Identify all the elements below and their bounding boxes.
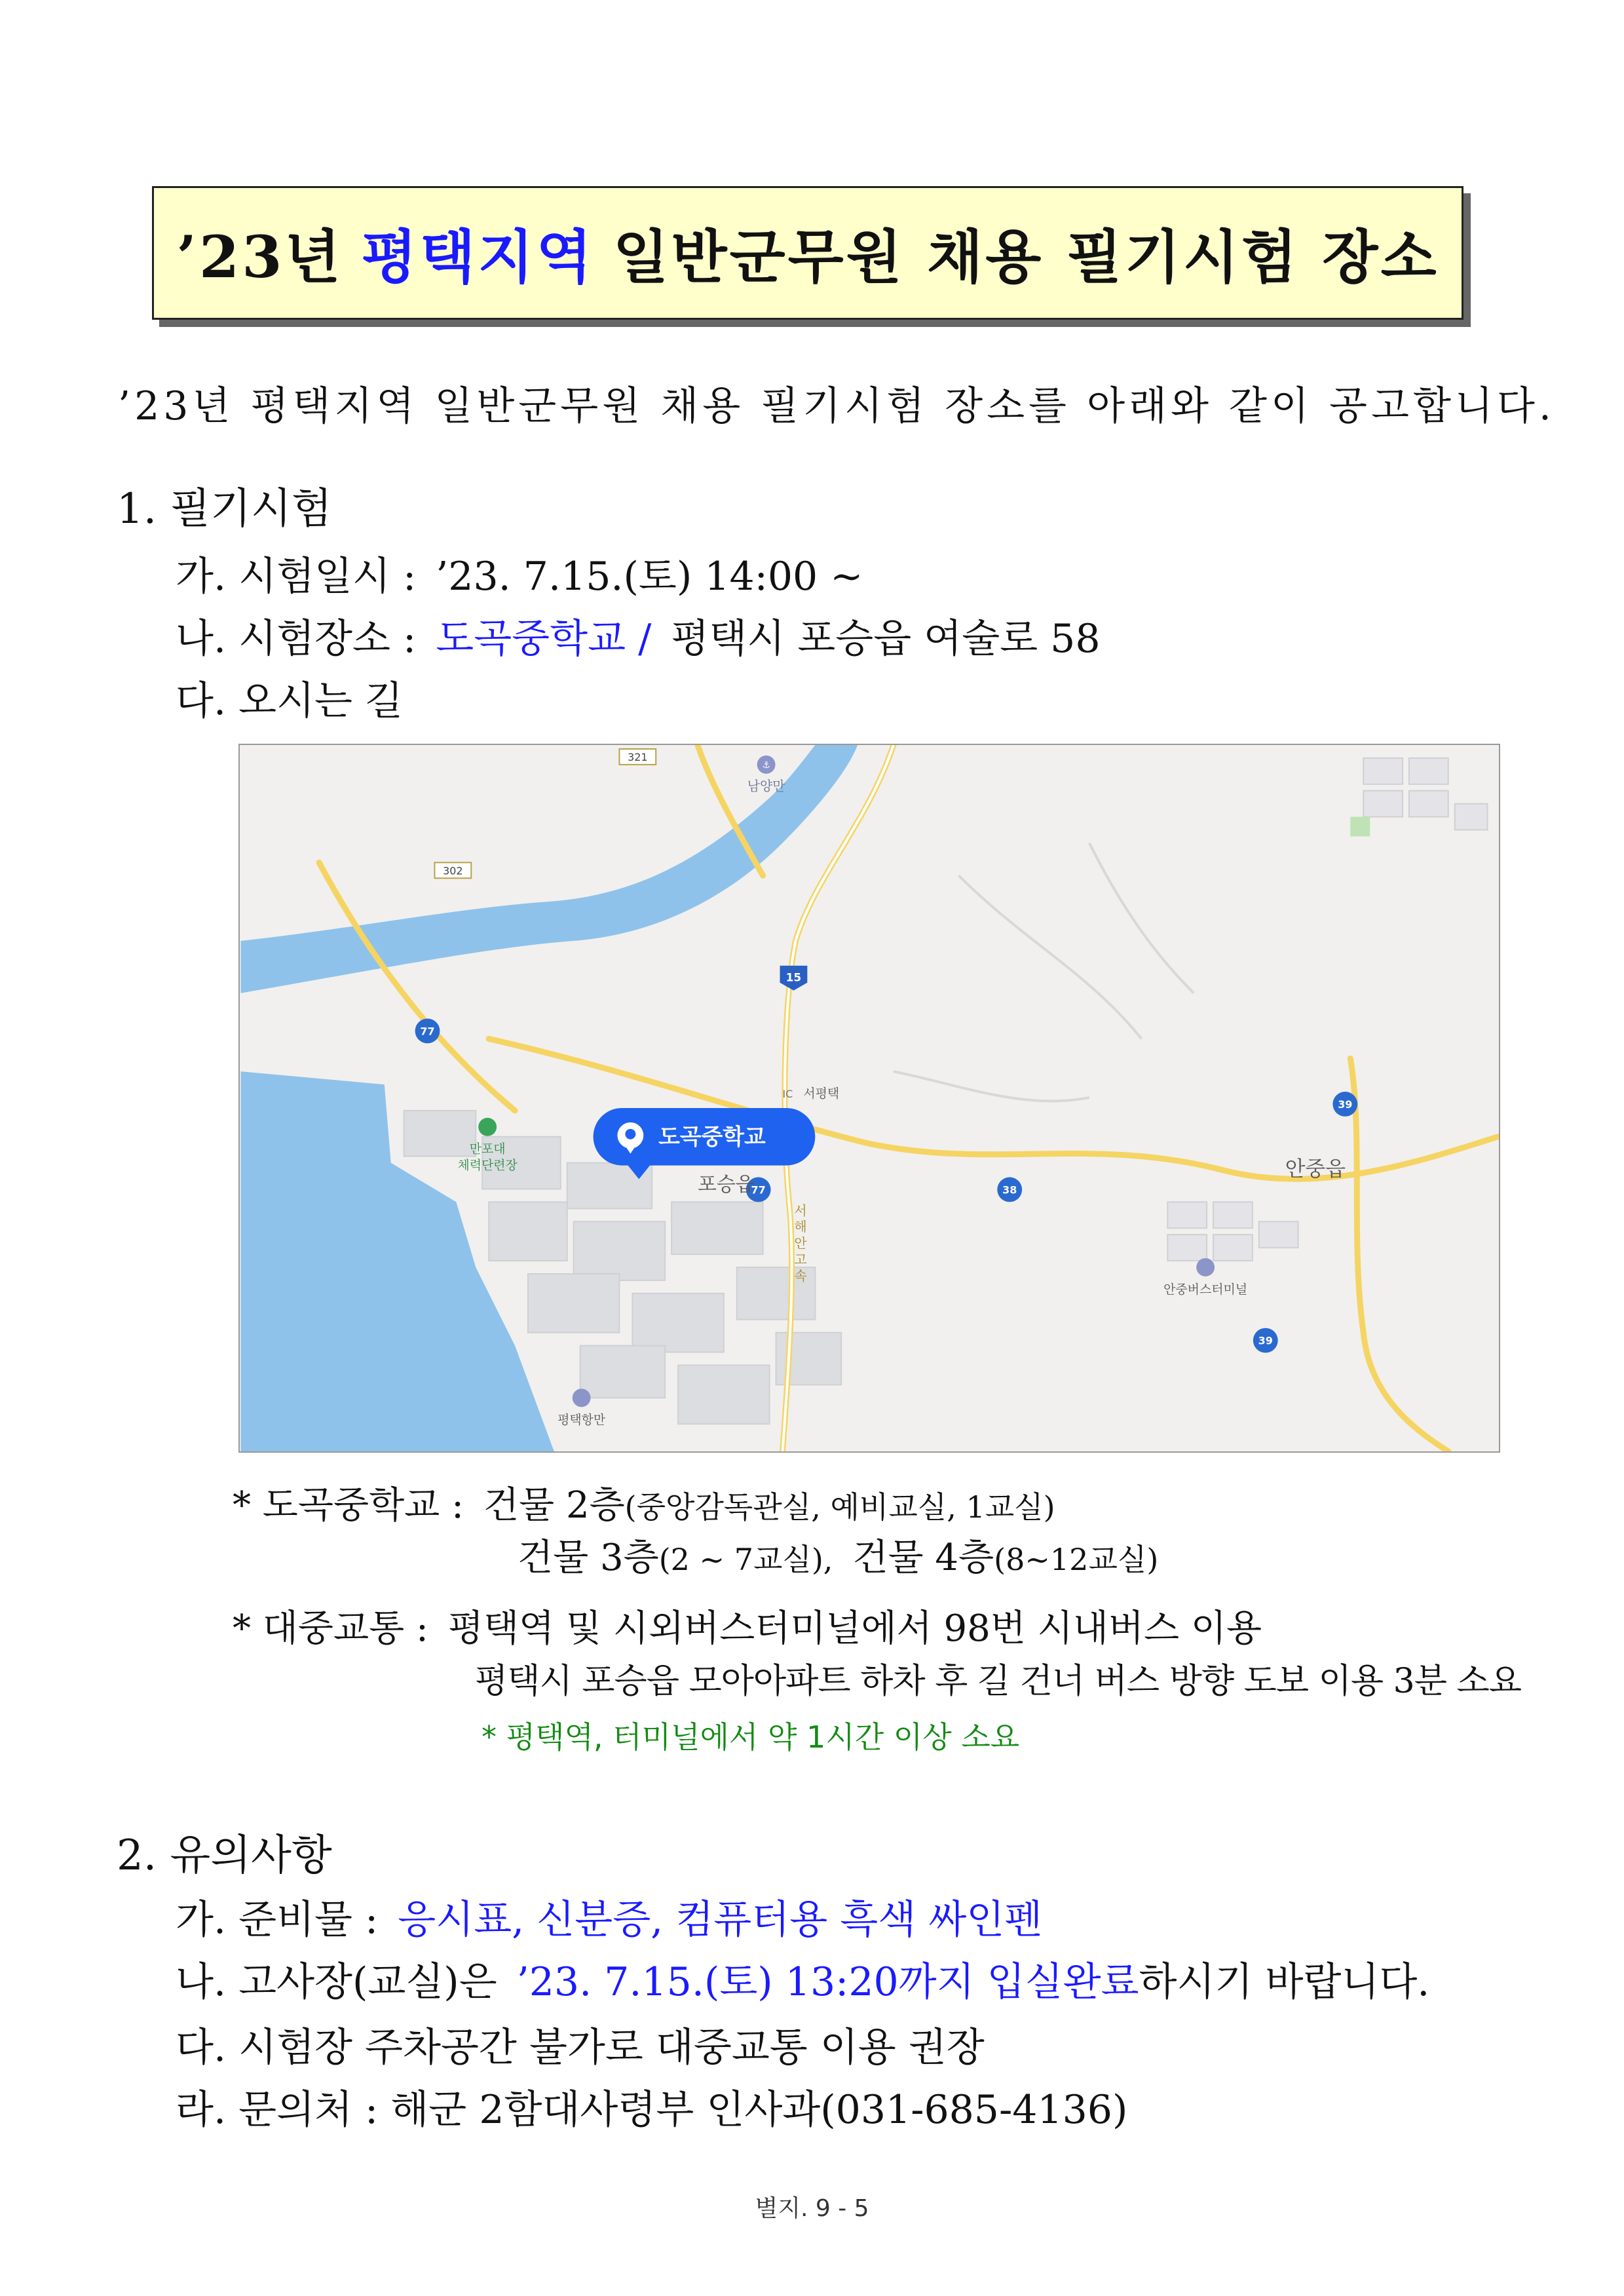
svg-text:77: 77 — [420, 1025, 435, 1038]
intro-text: ’23년 평택지역 일반군무원 채용 필기시험 장소를 아래와 같이 공고합니다. — [118, 383, 1555, 429]
exam-place-label: 나. 시험장소 : — [176, 616, 417, 662]
note-floor3-main: 건물 3층 — [518, 1537, 659, 1579]
svg-text:서: 서 — [794, 1203, 807, 1219]
title-box — [152, 186, 1463, 320]
road-shield-77a — [415, 1018, 440, 1043]
note-floor4-main: 건물 4층 — [852, 1537, 994, 1579]
pyeongtaek-port-icon — [573, 1388, 591, 1407]
port-icon — [757, 756, 776, 774]
road-shield-38 — [997, 1177, 1022, 1202]
map-port-label: 평택항만 — [557, 1413, 606, 1428]
svg-text:안: 안 — [794, 1236, 807, 1252]
svg-text:39: 39 — [1258, 1334, 1273, 1347]
map-poseung-label: 포승읍 — [697, 1173, 755, 1196]
title-prefix: ’23년 — [176, 223, 343, 291]
title-region: 평택지역 — [361, 223, 595, 291]
map-expressway-label — [794, 1203, 807, 1284]
map-anjung-label: 안중읍 — [1285, 1156, 1346, 1181]
arrival-row — [176, 1959, 1430, 2005]
svg-text:15: 15 — [785, 970, 802, 984]
exam-date-value: ’23. 7.15.(토) 14:00 ~ — [436, 554, 863, 600]
arrival-suffix: 하시기 바랍니다. — [1139, 1959, 1430, 2005]
map-school-label: 도곡중학교 — [658, 1124, 766, 1150]
exam-date-row — [176, 554, 863, 600]
arrival-prefix: 나. 고사장(교실)은 — [176, 1959, 497, 2005]
park-icon — [478, 1118, 497, 1136]
svg-text:321: 321 — [628, 750, 648, 763]
map-mampo-line1: 만포대 — [469, 1141, 506, 1157]
contact-info: 라. 문의처 : 해군 2함대사령부 인사과(031-685-4136) — [176, 2087, 1128, 2133]
note-transit-row — [233, 1607, 1262, 1650]
road-shield-39a — [1332, 1092, 1357, 1117]
note-transit-line2: 평택시 포승읍 모아아파트 하차 후 길 건너 버스 방향 도보 이용 3분 소요 — [475, 1662, 1521, 1701]
svg-text:⚓: ⚓ — [762, 759, 770, 771]
exam-date-label: 가. 시험일시 : — [176, 554, 417, 600]
exam-place-school: 도곡중학교 / — [436, 616, 652, 662]
map-seopyeongtaek-label: 서평택 — [803, 1086, 840, 1101]
prep-row — [176, 1897, 1043, 1943]
note-transit-time: * 평택역, 터미널에서 약 1시간 이상 소요 — [482, 1719, 1020, 1755]
svg-text:속: 속 — [794, 1268, 807, 1284]
map-ic-label: IC — [782, 1088, 793, 1101]
map-anjung-terminal-label: 안중버스터미널 — [1163, 1282, 1248, 1297]
svg-text:77: 77 — [751, 1183, 766, 1196]
arrival-deadline: ’23. 7.15.(토) 13:20까지 입실완료 — [516, 1959, 1139, 2005]
prep-value: 응시표, 신분증, 컴퓨터용 흑색 싸인펜 — [398, 1897, 1043, 1943]
svg-text:고: 고 — [794, 1252, 807, 1268]
note-school-label: * 도곡중학교 : — [233, 1484, 464, 1527]
note-floor2-detail: (중앙감독관실, 예비교실, 1교실) — [624, 1489, 1055, 1525]
note-floor2-main: 건물 2층 — [483, 1484, 625, 1527]
parking-note: 다. 시험장 주차공간 불가로 대중교통 이용 권장 — [176, 2025, 985, 2071]
note-floor3-detail: (2 ~ 7교실), — [658, 1542, 833, 1577]
location-map — [238, 744, 1500, 1453]
svg-text:302: 302 — [443, 864, 463, 877]
page-footer: 별지. 9 - 5 — [755, 2195, 869, 2222]
section2-heading: 2. 유의사항 — [117, 1831, 332, 1880]
map-mampo-line2: 체력단련장 — [457, 1158, 518, 1173]
note-floors-row — [518, 1537, 1159, 1579]
svg-text:해: 해 — [794, 1219, 807, 1235]
road-shield-39b — [1253, 1328, 1278, 1353]
note-school-row — [233, 1484, 1055, 1527]
section1-heading: 1. 필기시험 — [117, 485, 332, 533]
exam-place-row — [176, 616, 1101, 662]
title-suffix: 일반군무원 채용 필기시험 장소 — [613, 223, 1439, 291]
road-shield-302 — [434, 862, 471, 878]
exam-place-address: 평택시 포승읍 여술로 58 — [671, 616, 1101, 662]
svg-text:39: 39 — [1338, 1098, 1353, 1111]
road-shield-321 — [619, 749, 656, 765]
note-floor4-detail: (8~12교실) — [994, 1542, 1159, 1577]
svg-text:38: 38 — [1002, 1183, 1017, 1196]
prep-label: 가. 준비물 : — [176, 1897, 379, 1943]
bus-terminal-icon — [1196, 1258, 1215, 1276]
note-transit-line1: 평택역 및 시외버스터미널에서 98번 시내버스 이용 — [447, 1607, 1262, 1650]
directions-label: 다. 오시는 길 — [176, 678, 404, 724]
note-transit-label: * 대중교통 : — [233, 1607, 428, 1650]
map-namyang-label: 남양만 — [747, 778, 785, 794]
